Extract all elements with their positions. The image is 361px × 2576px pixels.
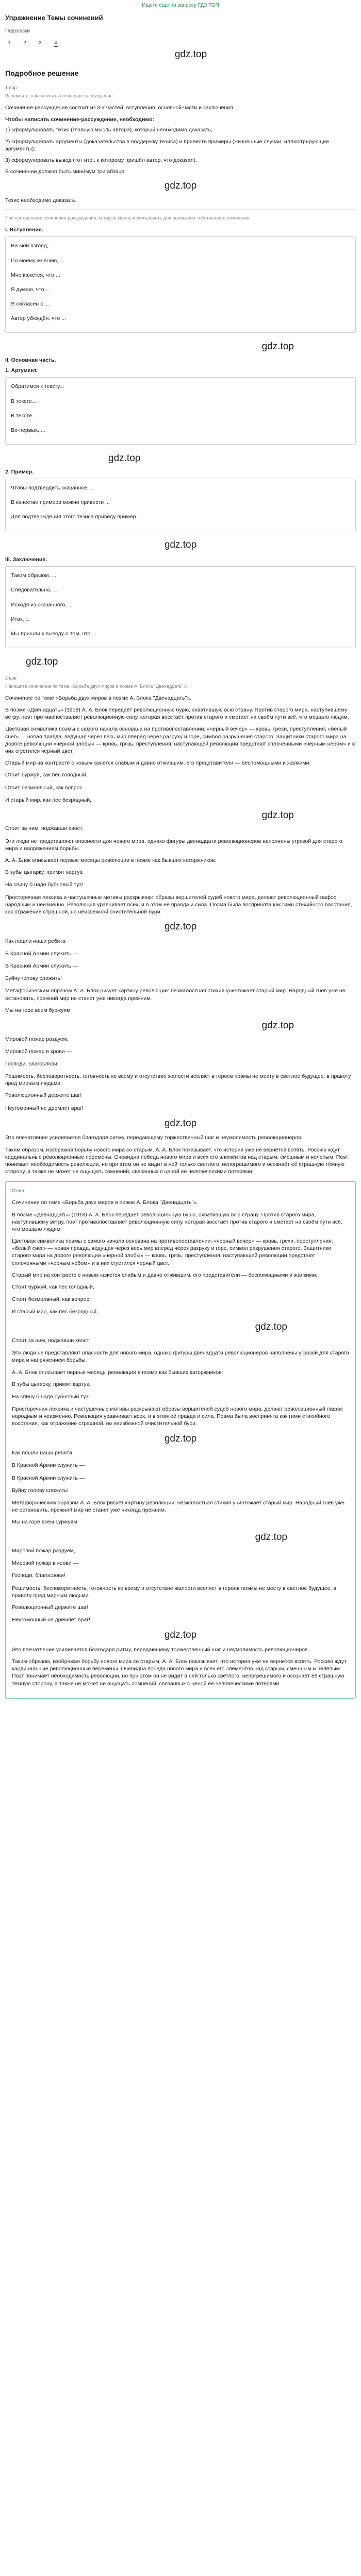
page-title: Упражнение Темы сочинений — [5, 14, 103, 22]
verse-line: Мировой пожар раздуем, — [12, 1548, 75, 1554]
step-label: 2 шаг — [5, 675, 18, 681]
paragraph: Таким образом, изображая борьбу нового мира со старым, А. А. Блок показывает, что история уже не вернётся вспять. Россию ждут кардинальные революционные перемены. Очевидна победа нового мира и всех его элементов над старым, смешным и нелепым. Поэт понимает необходимость революции, но при этом он не видит в ней только светлого, непогрешимого и осознаёт её страшную тёмную сторону, а также не может не ощущать сомнений, связанных с ценой её человеческими потерями. — [12, 1658, 347, 1687]
verse-line: Как пошли наши ребята — [12, 1450, 72, 1456]
paragraph: Решимость, бесповоротность, готовность ко всему и отсутствие жалости вселяет в героев поэмы не месту в светлое будущее, в правоту пред мирным людьми. — [12, 1585, 336, 1599]
watermark: gdz.top — [164, 539, 197, 551]
paragraph: Старый мир на контрасте с новым кажется слабым и давно отжившим, его представители — беспомощными и жалкими. — [5, 760, 311, 767]
answer-box — [5, 1181, 356, 1699]
step-note: Вспомните, как написать сочинение-рассуждение. — [5, 93, 114, 98]
solution-body — [5, 694, 356, 1175]
verse-line: Господи, благослови! — [12, 1572, 65, 1579]
search-link[interactable]: Ищете еще по запросу ГДЗ ТОП — [142, 3, 219, 9]
watermark: gdz.top — [164, 1433, 197, 1444]
paragraph: Это впечатление усиливается благодаря ритму, передающему торжественный шаг и неумолимость революционеров. — [5, 1134, 303, 1141]
verse-line: И старый мир, как пес безродный, — [12, 1309, 99, 1315]
verse-line: Революционный держите шаг! — [5, 1092, 82, 1099]
phrase: Обратимся к тексту... — [11, 383, 64, 390]
phrase: Исходя из сказанного, ... — [11, 601, 73, 608]
phrase: Я думаю, что ... — [11, 286, 51, 293]
page-3-button[interactable]: 3 — [39, 40, 42, 46]
paragraph: Сочинение по теме «Борьба двух миров в поэме А. Блока "Двенадцать"». — [5, 694, 192, 701]
list-item: В сочинении должно быть минимум три абзаца. — [5, 168, 126, 175]
solution-step-1 — [5, 84, 356, 648]
watermark: gdz.top — [164, 921, 197, 933]
phrase: Таким образом, ... — [11, 572, 57, 579]
verse-line: И старый мир, как пес безродный, — [5, 796, 92, 803]
phrase: Следовательно, ... — [11, 587, 58, 594]
how-head: Чтобы написать сочинение-рассуждение, необходимо: — [5, 116, 154, 123]
watermark: gdz.top — [164, 180, 197, 192]
step-label: 1 пар — [5, 84, 17, 90]
verse-line: Мировой пожар раздуем, — [5, 1036, 69, 1042]
paragraph: Старый мир на контрасте с новым кажется слабым и давно отжившим, его представители — беспомощными и жалкими. — [12, 1272, 318, 1278]
intro-head: I. Вступление. — [5, 227, 43, 233]
paragraph: А. А. Блок описывает первые месяцы революции в поэме как бывших каторжников: — [12, 1369, 223, 1376]
phrase: Я согласен с ... — [11, 301, 49, 308]
verse-line: Неугомонный не дремлет враг! — [12, 1617, 90, 1623]
verse-line: Стоит безмолвный, как вопрос. — [12, 1296, 91, 1303]
phrase: Для подтверждения этого тезиса приведу пример ... — [11, 514, 142, 520]
phrase: Во-первых, ... — [11, 427, 45, 433]
watermark: gdz.top — [261, 809, 294, 821]
verse-line: В зубы цыгарку, примят картуз, — [5, 869, 84, 876]
paragraph: Просторечная лексика и частушечные мотивы раскрывают образы вершителей судеб нового мира, делают революционный пафос народным и неизменно. Революция уравнивает всех, и в этом её правда и сила. Поэма была воспринята как гимн стихийного восстания, как отражение страшной, но неизбежной очистительной бури. — [5, 894, 352, 915]
phrase: В тексте... — [11, 398, 37, 404]
paragraph: Это впечатление усиливается благодаря ритму, передающему торжественный шаг и неумолимость революционеров. — [12, 1646, 309, 1653]
paragraph: Таким образом, изображая борьбу нового мира со старым, А. А. Блок показывает, что история уже не вернётся вспять. Россию ждут кардинальные революционные перемены. Очевидна победа нового мира и всех его элементов над старым, смешным и нелепым. Поэт понимает необходимость революции, но при этом он не видит в ней только светлого, непогрешимого и осознаёт её страшную тёмную сторону, а также не может не ощущать сомнений, связанных с ценой её человеческими потерями. — [5, 1146, 349, 1175]
verse-line: Неугомонный не дремлет враг! — [5, 1105, 84, 1111]
watermark: gdz.top — [26, 656, 58, 668]
paragraph: Эти люди не представляют опасности для нового мира, однако фигуры двенадцати революционеров наполнены угрозой для старого мира и напряжением борьбы. — [5, 838, 342, 852]
phrase-card-argument — [5, 377, 356, 445]
verse-line: Буйну голову сложить! — [5, 975, 62, 982]
paragraph: Решимость, бесповоротность, готовность ко всему и отсутствие жалости вселяет в героев поэмы не месту в светлое будущее, в правоту пред мирным людьми. — [5, 1073, 351, 1087]
watermark: gdz.top — [174, 49, 207, 60]
paragraph: Сочинение-рассуждение состоит из 3-х частей: вступления, основной части и заключения. — [5, 105, 235, 111]
list-item: Тезис необходимо доказать. — [5, 197, 77, 204]
verse-line: Мировой пожар в крови — — [5, 1048, 72, 1055]
list-item: 1) сформулировать тезис (главную мысль автора), который необходимо доказать; — [5, 127, 213, 133]
list-item: 3) сформулировать вывод (тот итог, к которому пришёл автор, что доказал). — [5, 157, 197, 163]
verse-line: В Красной Армии служить — — [12, 1475, 85, 1481]
phrase: Мне кажется, что ... — [11, 272, 60, 278]
verse-line: Как пошли наши ребята — [5, 938, 65, 944]
verse-line: Стоит за ним, поджавши хвост. — [5, 825, 84, 832]
page-1-button[interactable]: 1 — [8, 40, 11, 46]
verse-line: Стоит буржуй, как пес голодный, — [12, 1283, 94, 1290]
answer-body — [12, 1199, 349, 1687]
paragraph: Цветовая символика поэмы с самого начала основана на противопоставлении: «черный вечер» — кровь, грехи, преступления; «белый снег» — новая правда, ведущая через весь мир вперёд через разруху и горе, символ разрушения старого. Защитники старого мира на дороге революции «черной злобы» — кровь, грязь, преступления, наступающей революции предстают сплоченными «черным небом» и в них сгустился черный цвет. — [12, 1238, 333, 1266]
verse-line: Мировой пожар в крови — — [12, 1560, 79, 1567]
list-item: 2) сформулировать аргументы (доказательства в поддержку тезиса) и привести примеры (жизненные случаи, иллюстрирующие аргументы); — [5, 138, 329, 152]
watermark: gdz.top — [108, 453, 141, 464]
phrase-card-example — [5, 479, 356, 532]
phrase-card-conclusion — [5, 566, 356, 648]
top-bar — [5, 0, 356, 11]
phrase: Мы пришли к выводу о том, что ... — [11, 630, 96, 637]
phrase: Чтобы подтвердить сказанное, ... — [11, 484, 95, 491]
paragraph: Метафорическим образом А. А. Блок рисует картину революции: безжалостная стихия уничтожает старый мир. Народный гнев уже не остановить, прежний мир не станет уже никогда прежним. — [5, 988, 346, 1002]
hints-label: Подсказки — [5, 28, 30, 34]
section-title: Подробное решение — [5, 69, 79, 77]
verse-line: В зубы цыгарку, примят картуз, — [12, 1381, 91, 1387]
main-head: II. Основная часть. — [5, 357, 56, 363]
paragraph: В поэме «Двенадцать» (1918) А. А. Блок передаёт революционную бурю, охватившую всю страну. Против старого мира, наступившему ветру, поэт противопоставляет революционную силу, которая восстаёт против старого и сметает на своём пути всё, что мешало людям. — [5, 707, 349, 721]
watermark: gdz.top — [164, 1117, 197, 1129]
conclusion-head: III. Заключение. — [5, 556, 47, 563]
watermark: gdz.top — [261, 341, 294, 352]
paragraph: Сочинение по теме «Борьба двух миров в поэме А. Блока "Двенадцать"». — [12, 1199, 199, 1206]
paragraph: Цветовая символика поэмы с самого начала основана на противопоставлении: «черный вечер» — кровь, грехи, преступления; «белый снег» — новая правда, ведущая через весь мир вперёд через разруху и горе, символ разрушения старого. Защитники старого мира на дороге революции «черной злобы» — кровь, грязь, преступления, наступающей революции предстают сплоченными «черным небом» и в них сгустился черный цвет. — [5, 726, 355, 754]
phrase: Итак, ... — [11, 616, 30, 622]
verse-line: Буйну голову сложить! — [12, 1487, 69, 1494]
phrase: Автор убеждён, что ... — [11, 315, 66, 322]
argument-head: 1. Аргумент. — [5, 367, 38, 374]
watermark: gdz.top — [255, 1532, 287, 1543]
verse-line: На спину б надо бубновый туз! — [12, 1393, 90, 1400]
verse-line: В Красной Армии служить — — [12, 1462, 85, 1469]
pager — [5, 40, 356, 47]
verse-line: Стоит буржуй, как пес голодный, — [5, 772, 88, 778]
answer-tag: Ответ — [12, 1188, 25, 1194]
verse-line: Мы на горе всем буржуям — [12, 1519, 77, 1526]
step-note: Напишите сочинение по теме «Борьба двух миров в поэме А. Блока "Двенадцать"». — [5, 683, 187, 689]
phrase: В тексте... — [11, 412, 37, 419]
watermark: gdz.top — [164, 1630, 197, 1641]
verse-line: Стоит безмолвный, как вопрос. — [5, 784, 84, 791]
paragraph: А. А. Блок описывает первые месяцы революции в поэме как бывших каторжников: — [5, 857, 217, 863]
phrase: В качестве примера можно привести ... — [11, 499, 110, 506]
verse-line: Революционный держите шаг! — [12, 1604, 89, 1611]
page-4-button[interactable]: 4 — [54, 40, 58, 47]
verse-line: В Красной Армии служить — — [5, 963, 78, 970]
verse-line: На спину б надо бубновый туз! — [5, 882, 84, 888]
verse-line: В Красной Армии служить — — [5, 950, 78, 957]
phrase: По моему мнению, ... — [11, 257, 64, 264]
watermark: gdz.top — [261, 1020, 294, 1031]
phrase: На мой взгляд, ... — [11, 243, 55, 249]
verse-line: Мы на горе всем буржуям — [5, 1007, 71, 1013]
example-head: 2. Пример. — [5, 468, 34, 475]
phrase-card-intro — [5, 236, 356, 333]
step-note-2: При составлении сочинения-рассуждения, которые можно использовать для написания собственного сочинения: — [5, 215, 251, 221]
solution-step-2 — [5, 675, 356, 1176]
paragraph: Просторечная лексика и частушечные мотивы раскрывают образы вершителей судеб нового мира, делают революционный пафос народным и неизменно. Революция уравнивает всех, и в этом её правда и сила. Поэма была воспринята как гимн стихийного восстания, как отражение страшной, но неизбежной очистительной бури. — [12, 1406, 343, 1427]
paragraph: Метафорическим образом А. А. Блок рисует картину революции: безжалостная стихия уничтожает старый мир. Народный гнев уже не остановить, прежний мир не станет уже никогда прежним. — [12, 1499, 345, 1514]
verse-line: Господи, благослови! — [5, 1060, 59, 1067]
watermark: gdz.top — [255, 1321, 287, 1333]
paragraph: В поэме «Двенадцать» (1918) А. А. Блок передаёт революционную бурю, охватившую всю страну. Против старого мира, наступившему ветру, поэт противопоставляет революционную силу, которая восстаёт против старого и сметает на своём пути всё, что мешало людям. — [12, 1211, 342, 1232]
paragraph: Эти люди не представляют опасности для нового мира, однако фигуры двенадцати революционеров наполнены угрозой для старого мира и напряжением борьбы. — [12, 1350, 349, 1364]
verse-line: Стоит за ним, поджавши хвост. — [12, 1337, 90, 1344]
page-2-button[interactable]: 2 — [23, 40, 26, 46]
